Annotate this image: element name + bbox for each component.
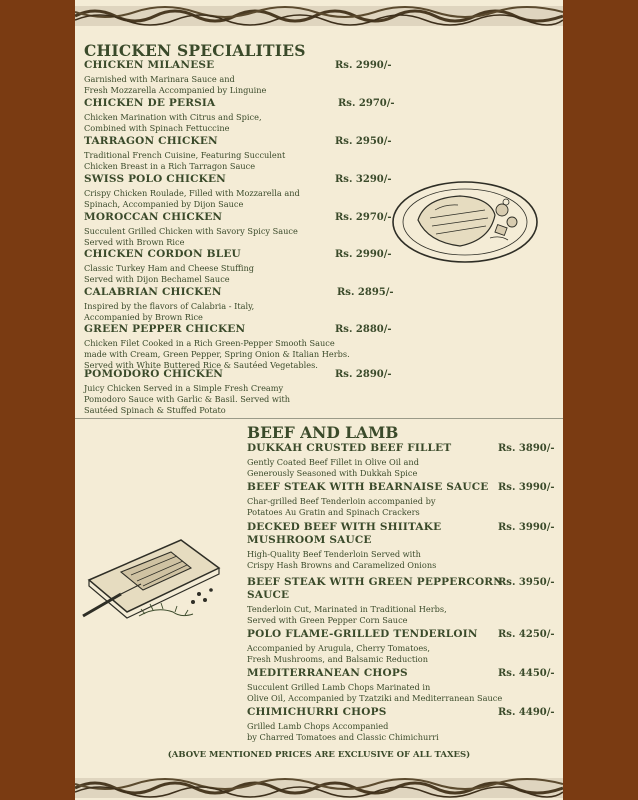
description-line: Succulent Grilled Lamb Chops Marinated in: [247, 682, 431, 692]
description-line: by Charred Tomatoes and Classic Chimichurri: [247, 732, 439, 742]
dish-name: CHICKEN DE PERSIA: [84, 97, 216, 109]
description-line: Garnished with Marinara Sauce and: [84, 74, 235, 84]
description-line: Potatoes Au Gratin and Spinach Crackers: [247, 507, 420, 517]
dish-name: CHICKEN CORDON BLEU: [84, 248, 241, 260]
dish-name: BEEF STEAK WITH GREEN PEPPERCORN: [247, 576, 504, 588]
dish-price: Rs. 2880/-: [335, 324, 392, 335]
dish-description: [84, 301, 254, 323]
menu-page: [75, 0, 563, 800]
dish-description: [247, 457, 451, 479]
beef-menu-item: [247, 628, 478, 665]
description-line: Pomodoro Sauce with Garlic & Basil. Served with: [84, 394, 291, 404]
dish-name: CHIMICHURRI CHOPS: [247, 706, 387, 718]
description-line: High-Quality Beef Tenderloin Served with: [247, 549, 421, 559]
description-line: Accompanied by Arugula, Cherry Tomatoes,: [247, 643, 430, 653]
dish-name: MEDITERRANEAN CHOPS: [247, 667, 408, 679]
description-line: Fresh Mushrooms, and Balsamic Reduction: [247, 654, 428, 664]
bottom-decorative-border: [75, 776, 563, 800]
beef-section-heading: BEEF AND LAMB: [247, 423, 399, 442]
dish-description: [84, 383, 290, 416]
dish-price: Rs. 3890/-: [498, 443, 555, 454]
chicken-menu-item: [84, 323, 350, 371]
dish-name: SWISS POLO CHICKEN: [84, 173, 226, 185]
dish-name: DUKKAH CRUSTED BEEF FILLET: [247, 442, 452, 454]
dish-price: Rs. 3990/-: [498, 482, 555, 493]
dish-price: Rs. 3950/-: [498, 577, 555, 588]
dish-description: [84, 263, 254, 285]
steak-board-illustration: [81, 520, 231, 640]
top-decorative-border: [75, 4, 563, 28]
description-line: Classic Turkey Ham and Cheese Stuffing: [84, 263, 255, 273]
description-line: Grilled Lamb Chops Accompanied: [247, 721, 389, 731]
description-line: Served with Dijon Bechamel Sauce: [84, 274, 230, 284]
description-line: Chicken Filet Cooked in a Rich Green-Pepper Smooth Sauce: [84, 338, 335, 348]
description-line: Traditional French Cuisine, Featuring Succulent: [84, 150, 286, 160]
description-line: Chicken Marination with Citrus and Spice,: [84, 112, 262, 122]
chicken-menu-item: [84, 286, 254, 323]
dish-description: [84, 338, 350, 371]
dish-description: [84, 188, 300, 210]
chicken-menu-item: [84, 368, 290, 416]
dish-name: MOROCCAN CHICKEN: [84, 211, 223, 223]
dish-price: Rs. 2990/-: [335, 249, 392, 260]
description-line: Succulent Grilled Chicken with Savory Spicy Sauce: [84, 226, 298, 236]
description-line: Fresh Mozzarella Accompanied by Linguine: [84, 85, 267, 95]
dish-price: Rs. 2890/-: [335, 369, 392, 380]
description-line: made with Cream, Green Pepper, Spring Onion & Italian Herbs.: [84, 349, 350, 359]
dish-name: DECKED BEEF WITH SHIITAKE: [247, 521, 442, 533]
dish-price: Rs. 4250/-: [498, 629, 555, 640]
dish-name: CALABRIAN CHICKEN: [84, 286, 222, 298]
chicken-menu-item: [84, 59, 266, 96]
dish-price: Rs. 3290/-: [335, 174, 392, 185]
section-divider: [75, 418, 563, 419]
description-line: Generously Seasoned with Dukkah Spice: [247, 468, 418, 478]
description-line: Combined with Spinach Fettuccine: [84, 123, 230, 133]
tax-note: (ABOVE MENTIONED PRICES ARE EXCLUSIVE OF ALL TAXES): [167, 750, 471, 760]
dish-name: POMODORO CHICKEN: [84, 368, 224, 380]
chicken-menu-item: [84, 173, 300, 210]
description-line: Tenderloin Cut, Marinated in Traditional Herbs,: [247, 604, 447, 614]
dish-description: [247, 682, 502, 704]
chicken-plate-illustration: [390, 180, 540, 265]
dish-name: CHICKEN MILANESE: [84, 59, 215, 71]
dish-description: [247, 549, 441, 571]
description-line: Crispy Chicken Roulade, Filled with Mozzarella and: [84, 188, 300, 198]
dish-name: POLO FLAME-GRILLED TENDERLOIN: [247, 628, 478, 640]
beef-menu-item: [247, 521, 441, 571]
chicken-menu-item: [84, 248, 254, 285]
description-line: Spinach, Accompanied by Dijon Sauce: [84, 199, 244, 209]
dish-name-continued: MUSHROOM SAUCE: [247, 534, 372, 546]
dish-name: GREEN PEPPER CHICKEN: [84, 323, 246, 335]
dish-description: [84, 112, 262, 134]
description-line: Gently Coated Beef Fillet in Olive Oil and: [247, 457, 419, 467]
description-line: Served with Green Pepper Corn Sauce: [247, 615, 408, 625]
dish-price: Rs. 2970/-: [338, 98, 395, 109]
dish-description: [247, 496, 489, 518]
dish-description: [84, 150, 285, 172]
dish-price: Rs. 2895/-: [337, 287, 394, 298]
chicken-menu-item: [84, 211, 298, 248]
dish-price: Rs. 4490/-: [498, 707, 555, 718]
dish-name: TARRAGON CHICKEN: [84, 135, 218, 147]
dish-description: [84, 74, 266, 96]
dish-description: [84, 226, 298, 248]
beef-menu-item: [247, 442, 451, 479]
description-line: Served with Brown Rice: [84, 237, 185, 247]
description-line: Accompanied by Brown Rice: [84, 312, 203, 322]
dish-price: Rs. 2970/-: [335, 212, 392, 223]
dish-price: Rs. 3990/-: [498, 522, 555, 533]
dish-price: Rs. 4450/-: [498, 668, 555, 679]
description-line: Inspired by the flavors of Calabria - Italy,: [84, 301, 255, 311]
description-line: Sautéed Spinach & Stuffed Potato: [84, 405, 226, 415]
beef-menu-item: [247, 481, 489, 518]
beef-menu-item: [247, 667, 502, 704]
beef-menu-item: [247, 706, 439, 743]
dish-name: BEEF STEAK WITH BEARNAISE SAUCE: [247, 481, 489, 493]
dish-price: Rs. 2990/-: [335, 60, 392, 71]
chicken-menu-item: [84, 135, 285, 172]
description-line: Chicken Breast in a Rich Tarragon Sauce: [84, 161, 256, 171]
dish-description: [247, 721, 439, 743]
description-line: Olive Oil, Accompanied by Tzatziki and Mediterranean Sauce: [247, 693, 503, 703]
description-line: Char-grilled Beef Tenderloin accompanied by: [247, 496, 436, 506]
chicken-section-heading: CHICKEN SPECIALITIES: [84, 41, 306, 60]
description-line: Served with White Buttered Rice & Sautéed Vegetables.: [84, 360, 318, 370]
beef-menu-item: [247, 576, 503, 626]
chicken-menu-item: [84, 97, 262, 134]
description-line: Juicy Chicken Served in a Simple Fresh Creamy: [84, 383, 284, 393]
dish-description: [247, 643, 478, 665]
description-line: Crispy Hash Browns and Caramelized Onions: [247, 560, 437, 570]
dish-price: Rs. 2950/-: [335, 136, 392, 147]
dish-name-continued: SAUCE: [247, 589, 290, 601]
dish-description: [247, 604, 503, 626]
